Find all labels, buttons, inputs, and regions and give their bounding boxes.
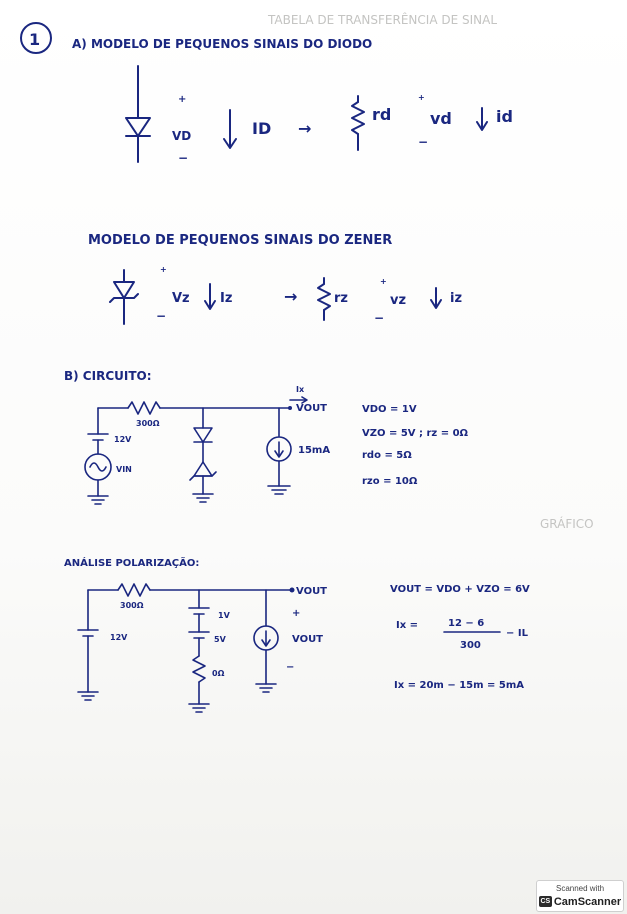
- zener-vz-small-label: vz: [390, 293, 407, 308]
- bleed-through-text: TABELA DE TRANSFERÊNCIA DE SINAL: [268, 13, 498, 27]
- analysis-minus: −: [286, 662, 295, 673]
- analysis-vout-top-label: VOUT: [296, 586, 328, 597]
- zener-resistor-rz-icon: [318, 278, 330, 320]
- circuit-b-current-source-label: 15mA: [298, 445, 331, 456]
- param-rdo: rdo = 5Ω: [362, 450, 412, 461]
- zener-model-title: MODELO DE PEQUENOS SINAIS DO ZENER: [88, 233, 393, 248]
- diode-rd-label: rd: [372, 105, 392, 124]
- diode-small-plus: +: [418, 93, 425, 102]
- zener-iz-small-label: iz: [450, 291, 463, 306]
- zener-rz-label: rz: [334, 291, 348, 306]
- zener-small-current-arrow-icon: [431, 288, 441, 308]
- camscanner-watermark: [536, 880, 624, 912]
- bleed-through-label: GRÁFICO: [540, 517, 594, 531]
- diode-current-label: ID: [252, 119, 272, 138]
- diode-current-arrow-icon: [224, 110, 236, 148]
- param-vdo: VDO = 1V: [362, 404, 417, 415]
- circuit-b-vin-label: VIN: [116, 465, 132, 474]
- circuit-b-ix-label: Ix: [296, 385, 305, 394]
- watermark-caption: Scanned with: [555, 884, 605, 893]
- circuit-b-source-label: 12V: [114, 435, 132, 444]
- equation-ix-tail: − IL: [506, 628, 528, 639]
- analysis-0ohm-label: 0Ω: [212, 669, 225, 678]
- diode-small-minus: −: [418, 135, 429, 149]
- circuit-b-schematic: [85, 397, 307, 504]
- zener-current-label: Iz: [220, 291, 233, 306]
- diode-small-current-arrow-icon: [477, 108, 487, 130]
- equation-ix-lhs: Ix =: [396, 620, 419, 631]
- diode-symbol: [126, 66, 150, 162]
- zener-vz-label: Vz: [172, 291, 190, 306]
- diode-equivalent-arrow: →: [298, 119, 312, 138]
- zener-plus: +: [160, 265, 167, 274]
- diode-resistor-rd-icon: [352, 96, 364, 150]
- problem-number-circle: [21, 23, 51, 53]
- zener-small-plus: +: [380, 277, 387, 286]
- section-b-title: B) CIRCUITO:: [64, 369, 152, 383]
- watermark-brand: CamScanner: [553, 895, 622, 908]
- problem-number: 1: [29, 30, 41, 49]
- camscanner-logo-icon: CS: [540, 898, 551, 905]
- diode-vd-label: VD: [172, 129, 192, 143]
- analysis-5v-label: 5V: [214, 635, 226, 644]
- equation-ix-numerator: 12 − 6: [448, 618, 485, 629]
- analysis-resistor-label: 300Ω: [120, 601, 144, 610]
- zener-current-arrow-icon: [205, 284, 215, 309]
- analysis-plus: +: [292, 608, 301, 619]
- equation-ix-denominator: 300: [460, 640, 481, 651]
- circuit-b-vout-label: VOUT: [296, 403, 328, 414]
- analysis-title: ANÁLISE POLARIZAÇÃO:: [64, 558, 200, 569]
- diode-minus: −: [178, 151, 189, 165]
- diode-plus: +: [178, 94, 187, 105]
- zener-equivalent-arrow: →: [284, 287, 298, 306]
- param-vzo-rz: VZO = 5V ; rz = 0Ω: [362, 428, 469, 439]
- diode-id-small-label: id: [496, 107, 513, 126]
- param-rzo: rzo = 10Ω: [362, 476, 418, 487]
- equation-vout: VOUT = VDO + VZO = 6V: [390, 584, 530, 595]
- circuit-b-resistor-label: 300Ω: [136, 419, 160, 428]
- zener-minus: −: [156, 309, 167, 323]
- analysis-vout-side-label: VOUT: [292, 634, 324, 645]
- section-a-title: A) MODELO DE PEQUENOS SINAIS DO DIODO: [72, 37, 373, 51]
- zener-symbol: [110, 270, 138, 324]
- analysis-source-label: 12V: [110, 633, 128, 642]
- diode-vd-small-label: vd: [430, 109, 452, 128]
- analysis-circuit-schematic: [78, 584, 295, 712]
- analysis-1v-label: 1V: [218, 611, 230, 620]
- zener-small-minus: −: [374, 311, 385, 325]
- equation-ix-result: Ix = 20m − 15m = 5mA: [394, 680, 524, 691]
